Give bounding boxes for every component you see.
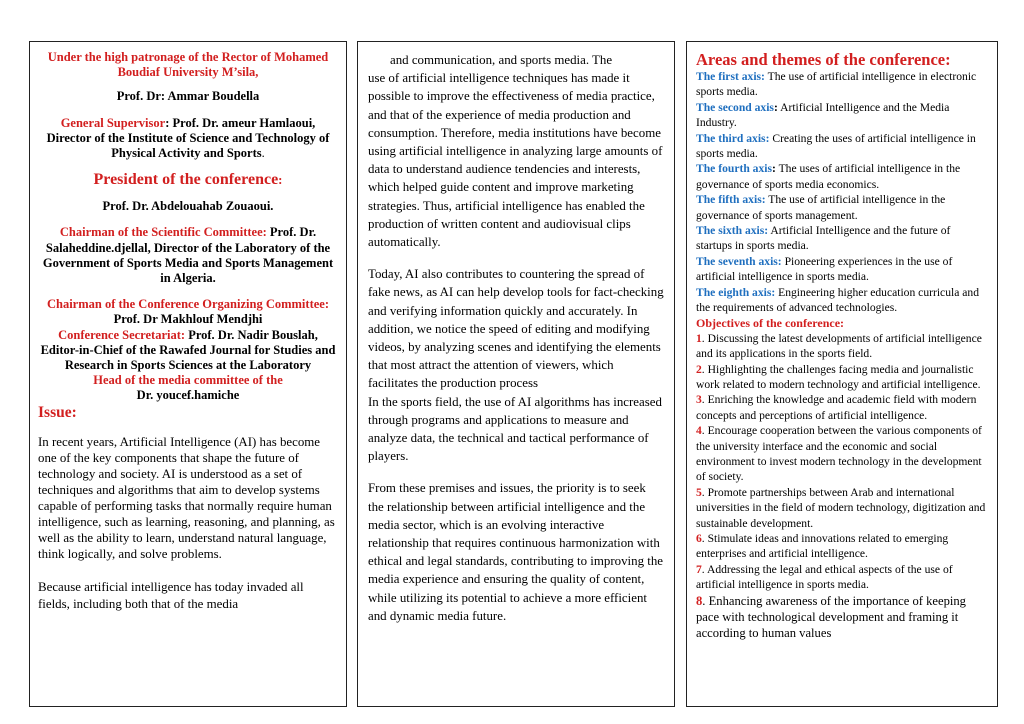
objective-number: 2 <box>696 362 702 376</box>
objective-item <box>696 593 989 641</box>
president-name: Prof. Dr. Abdelouahab Zouaoui. <box>102 199 274 214</box>
axis-colon: : <box>772 162 776 176</box>
secretariat-text: Prof. Dr. Nadir Bouslah, Editor-in-Chief of the Rawafed Journal for Studies and Research in Sports Sciences at the Laboratory <box>40 327 336 373</box>
media-paragraph-4: From these premises and issues, the priority is to seek the relationship between artificial intelligence and the media sector, which is an evolving interactive relationship that requires continuous harmonization with ethical and legal standards, contributing to improving the media experience and ensuring the quality of content, while utilizing its potential to achieve a more efficient and dynamic media future. <box>368 481 663 623</box>
objective-item <box>696 392 989 423</box>
axis-text: Artificial Intelligence and the future of startups in sports media. <box>696 224 951 253</box>
media-committee-name: Dr. youcef.hamiche <box>136 388 240 403</box>
media-committee-label: Head of the media committee of the <box>93 373 283 388</box>
objective-text: . Stimulate ideas and innovations related to emerging enterprises and artificial intelligence. <box>696 531 949 561</box>
scientific-committee-text: Prof. Dr. Salaheddine.djellal, Director of the Laboratory of the Government of Sports Media and Sports Management in Algeria. <box>42 225 334 286</box>
objective-text: . Enriching the knowledge and academic field with modern concepts and perceptions of artificial intelligence. <box>696 393 977 422</box>
president-colon: : <box>278 172 283 188</box>
media-paragraph-3: In the sports field, the use of AI algorithms has increased through programs and applications to measure and analyze data, the technical and tactical performance of players. <box>368 394 662 464</box>
objectives-list <box>696 331 989 641</box>
objective-number: 1 <box>696 331 702 345</box>
objective-item <box>696 362 989 393</box>
media-paragraph-1-rest: use of artificial intelligence techniques has made it possible to improve the effectiveness of media practice, and that of the experience of media production and consumption. Therefore, media institutions have become using artificial intelligence in analyzing large amounts of data to understand audience tendencies and interests, which helped guide content and improve marketing strategies. Thus, artificial intelligence has enabled the production of written content and audiovisual clips automatically. <box>368 71 663 250</box>
axis-item <box>696 223 989 254</box>
axis-item <box>696 285 989 316</box>
axis-label: The third axis: <box>696 131 770 145</box>
objective-number: 3 <box>696 393 702 407</box>
general-supervisor-end: . <box>261 146 265 161</box>
axes-list <box>696 69 989 316</box>
scientific-committee <box>38 225 338 286</box>
column-middle <box>357 41 675 707</box>
objective-text: . Promote partnerships between Arab and international universities in the field of modern technology, digitization and sustainable development. <box>696 485 986 530</box>
objective-item <box>696 562 989 593</box>
axis-label: The second axis <box>696 100 774 114</box>
axis-item <box>696 254 989 285</box>
axis-text: The use of artificial intelligence in the governance of sports management. <box>696 193 946 222</box>
media-paragraph-1-first-line: and communication, and sports media. The <box>390 53 613 67</box>
organizing-committee-text: Prof. Dr Makhlouf Mendjhi <box>113 312 263 327</box>
president-label: President of the conference <box>93 171 279 189</box>
issue-paragraph-1: In recent years, Artificial Intelligence (AI) has become one of the key components that shape the future of technology and society. AI is understood as a set of techniques and algorithms that aim to develop systems capable of performing tasks that normally require human intelligence, such as learning, reasoning, and planning, as well as the ability to learn, understand natural language, think logically, and solve problems. <box>38 434 335 562</box>
axis-item <box>696 131 989 162</box>
axis-text: Pioneering experiences in the use of artificial intelligence in sports media. <box>696 254 953 284</box>
general-supervisor-text: : Prof. Dr. ameur Hamlaoui, Director of the Institute of Science and Technology of Physical Activity and Sports <box>46 115 330 161</box>
issue-heading: Issue: <box>38 403 77 421</box>
axis-text: Creating the uses of artificial intelligence in sports media. <box>696 131 976 161</box>
axis-item <box>696 192 989 223</box>
rector-name: Prof. Dr: Ammar Boudella <box>116 89 260 104</box>
axis-item <box>696 100 989 131</box>
areas-heading: Areas and themes of the conference: <box>696 50 951 69</box>
axis-text: Engineering higher education curricula and the requirements of advanced technologies. <box>696 285 980 315</box>
scientific-committee-label: Chairman of the Scientific Committee: <box>59 225 267 240</box>
media-paragraph-2: Today, AI also contributes to countering the spread of fake news, as AI can help develop tools for fact-checking and verifying information quickly and accurately. In addition, we notice the speed of editing and modifying videos, by analyzing scenes and identifying the elements that most attract the attention of viewers, which facilitates the production process <box>368 267 664 391</box>
objective-number: 6 <box>696 531 702 545</box>
axis-label: The sixth axis: <box>696 224 769 238</box>
column-left <box>29 41 347 707</box>
objective-item <box>696 485 989 531</box>
conference-secretariat <box>38 328 338 374</box>
column-right <box>686 41 998 707</box>
axis-item <box>696 69 989 100</box>
objective-number: 5 <box>696 485 702 499</box>
objectives-heading: Objectives of the conference: <box>696 315 845 330</box>
secretariat-label: Conference Secretariat: <box>58 327 186 342</box>
axis-label: The fifth axis: <box>696 193 766 207</box>
axis-colon: : <box>773 100 778 114</box>
organizing-committee-label: Chairman of the Conference Organizing Committee: <box>46 297 329 312</box>
objective-text: . Highlighting the challenges facing media and journalistic work related to modern technology and artificial intelligence. <box>696 362 981 391</box>
media-paragraph-1 <box>368 51 664 251</box>
patronage-text: Under the high patronage of the Rector of Mohamed Boudiaf University M’sila, <box>47 50 329 80</box>
axis-label: The fourth axis <box>696 162 773 176</box>
objective-text: . Addressing the legal and ethical aspects of the use of artificial intelligence in sports media. <box>696 562 953 592</box>
president-heading <box>38 170 338 190</box>
objective-item <box>696 331 989 362</box>
axis-label: The first axis: <box>696 70 765 83</box>
axis-label: The seventh axis: <box>696 254 782 268</box>
issue-paragraph-2: Because artificial intelligence has today invaded all fields, including both that of the media <box>38 580 304 611</box>
general-supervisor <box>38 116 338 162</box>
axis-text: The use of artificial intelligence in electronic sports media. <box>696 70 977 99</box>
objective-item <box>696 531 989 562</box>
general-supervisor-label: General Supervisor <box>60 115 166 130</box>
objective-number: 7 <box>696 562 702 576</box>
axis-label: The eighth axis: <box>696 285 776 299</box>
axis-item <box>696 161 989 192</box>
objective-text: . Discussing the latest developments of artificial intelligence and its applications in the sports field. <box>696 331 982 361</box>
objective-number: 8 <box>696 593 703 608</box>
axis-text: Artificial Intelligence and the Media Industry. <box>696 100 950 130</box>
axis-text: The uses of artificial intelligence in the governance of sports media economics. <box>696 162 961 191</box>
objective-item <box>696 423 989 485</box>
objective-number: 4 <box>696 424 702 438</box>
objective-text: . Encourage cooperation between the various components of the university interface and the economic and social environment to invest modern technology in the development of society. <box>696 424 982 484</box>
organizing-committee <box>38 297 338 327</box>
objective-text: . Enhancing awareness of the importance of keeping pace with technological development and framing it according to human values <box>696 593 966 640</box>
